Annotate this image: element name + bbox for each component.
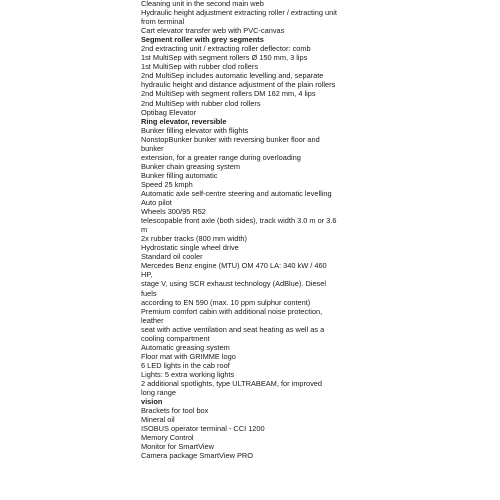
list-item: 2nd MultiSep with rubber clod rollers	[141, 98, 261, 108]
list-item: 2nd MultiSep includes automatic levelling and, separate	[141, 71, 324, 81]
section-heading: vision	[141, 397, 163, 407]
list-item: long range	[141, 388, 176, 398]
list-item: Premium comfort cabin with additional noise protection,	[141, 306, 323, 316]
list-item: Mineral oil	[141, 415, 175, 425]
list-item: Standard oil cooler	[141, 252, 203, 262]
list-item: NonstopBunker bunker with reversing bunker floor and	[141, 134, 320, 144]
list-item: Optibag Elevator	[141, 107, 197, 117]
list-item: Cart elevator transfer web with PVC-canvas	[141, 26, 285, 36]
list-item: Lights: 5 extra working lights	[141, 369, 235, 379]
list-item: Memory Control	[141, 433, 194, 443]
list-item: seat with active ventilation and seat heating as well as a	[141, 324, 325, 334]
list-item: Speed 25 kmph	[141, 179, 193, 189]
list-item: 6 LED lights in the cab roof	[141, 360, 230, 370]
list-item: according to EN 590 (max. 10 ppm sulphur content)	[141, 297, 311, 307]
list-item: 2nd MultiSep with segment rollers DM 162 mm, 4 lips	[141, 89, 316, 99]
list-item: Bunker filling automatic	[141, 170, 218, 180]
list-item: Monitor for SmartView	[141, 442, 214, 452]
list-item: 1st MultiSep with rubber clod rollers	[141, 62, 259, 72]
list-item: Cleaning unit in the second main web	[141, 0, 264, 8]
list-item: stage V, using SCR exhaust technology (AdBlue). Diesel	[141, 279, 327, 289]
list-item: 1st MultiSep with segment rollers Ø 150 mm, 3 lips	[141, 53, 308, 63]
list-item: leather	[141, 315, 164, 325]
list-item: Brackets for tool box	[141, 406, 209, 416]
list-item: telescopable front axle (both sides), track width 3.0 m or 3.6	[141, 216, 337, 226]
list-item: Hydrostatic single wheel drive	[141, 243, 239, 253]
list-item: extension, for a greater range during overloading	[141, 152, 301, 162]
list-item: Camera package SmartView PRO	[141, 451, 253, 461]
list-item: bunker	[141, 143, 164, 153]
list-item: Bunker filling elevator with flights	[141, 125, 249, 135]
list-item: ISOBUS operator terminal - CCI 1200	[141, 424, 265, 434]
section-heading: Ring elevator, reversible	[141, 116, 227, 126]
list-item: Automatic greasing system	[141, 342, 230, 352]
list-item: 2 additional spotlights, type ULTRABEAM, for improved	[141, 378, 323, 388]
list-item: HP,	[141, 270, 153, 280]
list-item: Wheels 300/95 R52	[141, 207, 206, 217]
list-item: hydraulic height and distance adjustment of the plain rollers	[141, 80, 336, 90]
list-item: m	[141, 225, 148, 235]
list-item: 2x rubber tracks (800 mm width)	[141, 234, 247, 244]
list-item: Auto pilot	[141, 198, 172, 208]
list-item: Bunker chain greasing system	[141, 161, 241, 171]
list-item: cooling compartment	[141, 333, 210, 343]
list-item: Mercedes Benz engine (MTU) OM 470 LA: 340 kW / 460	[141, 261, 327, 271]
section-heading: Segment roller with grey segments	[141, 35, 264, 45]
list-item: 2nd extracting unit / extracting roller deflector: comb	[141, 44, 311, 54]
list-item: from terminal	[141, 17, 185, 27]
list-item: fuels	[141, 288, 157, 298]
list-item: Automatic axle self-centre steering and automatic levelling	[141, 188, 332, 198]
list-item: Floor mat with GRIMME logo	[141, 351, 236, 361]
equipment-list	[141, 0, 361, 460]
list-item: Hydraulic height adjustment extracting roller / extracting unit	[141, 8, 337, 18]
